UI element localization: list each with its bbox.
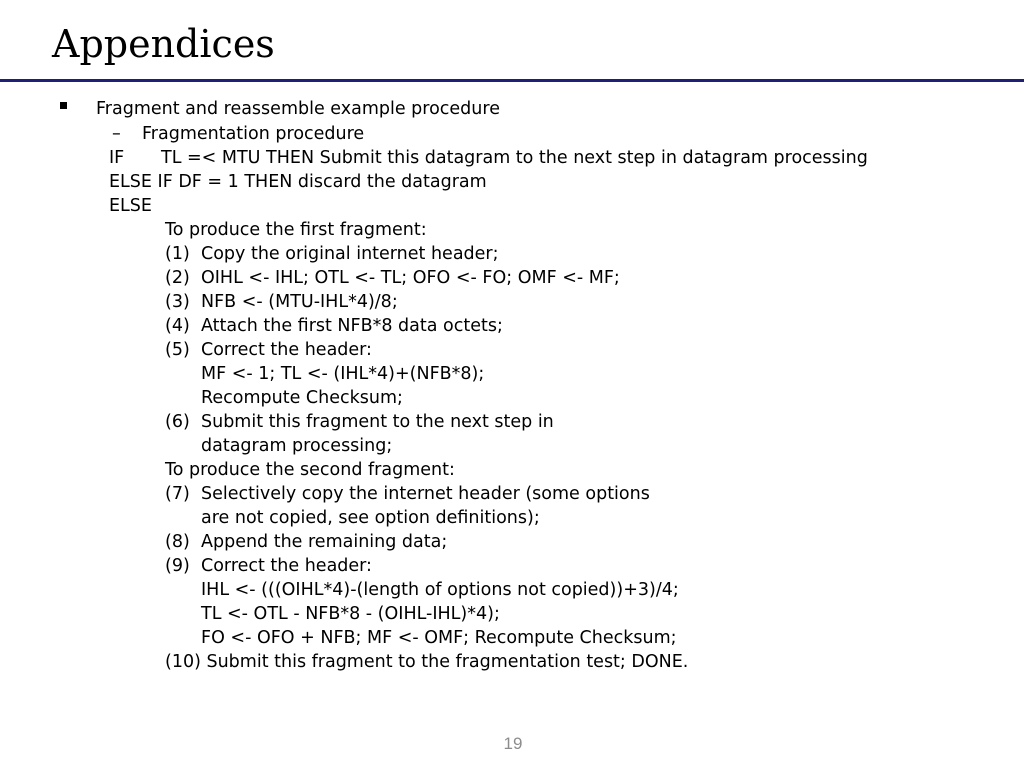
step-5 <box>165 338 865 362</box>
step-text: Submit this fragment to the next step in <box>201 412 554 432</box>
step-number: (7) <box>165 484 190 504</box>
step-text: OIHL <- IHL; OTL <- TL; OFO <- FO; OMF <- MF; <box>201 268 620 288</box>
step-6-continuation: datagram processing; <box>201 436 393 456</box>
step-text: Append the remaining data; <box>201 532 448 552</box>
step-number: (6) <box>165 412 190 432</box>
step-1 <box>165 242 865 266</box>
step-number: (3) <box>165 292 190 312</box>
step-number: (2) <box>165 268 190 288</box>
step-6 <box>165 410 865 434</box>
first-fragment-heading: To produce the first fragment: <box>165 220 427 240</box>
step-number: (8) <box>165 532 190 552</box>
else-line: ELSE <box>109 196 152 216</box>
step-9-continuation: TL <- OTL - NFB*8 - (OIHL-IHL)*4); <box>201 604 500 624</box>
step-8 <box>165 530 865 554</box>
else-if-line: ELSE IF DF = 1 THEN discard the datagram <box>109 172 487 192</box>
if-keyword: IF <box>109 148 125 168</box>
step-2 <box>165 266 865 290</box>
step-text: Correct the header: <box>201 556 372 576</box>
sub-bullet-text: Fragmentation procedure <box>142 124 365 144</box>
step-7 <box>165 482 865 506</box>
step-9 <box>165 554 865 578</box>
step-text: Copy the original internet header; <box>201 244 499 264</box>
step-10: (10) Submit this fragment to the fragmentation test; DONE. <box>165 652 689 672</box>
step-number: (1) <box>165 244 190 264</box>
dash-marker: – <box>112 124 121 144</box>
page-number: 19 <box>503 734 523 753</box>
step-4 <box>165 314 865 338</box>
slide-title: Appendices <box>52 22 275 66</box>
step-5-continuation: Recompute Checksum; <box>201 388 403 408</box>
if-line <box>109 146 868 170</box>
step-5-continuation: MF <- 1; TL <- (IHL*4)+(NFB*8); <box>201 364 485 384</box>
step-9-continuation: IHL <- (((OIHL*4)-(length of options not copied))+3)/4; <box>201 580 679 600</box>
step-text: Selectively copy the internet header (some options <box>201 484 650 504</box>
step-text: Attach the first NFB*8 data octets; <box>201 316 503 336</box>
second-fragment-heading: To produce the second fragment: <box>165 460 455 480</box>
if-condition: TL =< MTU THEN Submit this datagram to the next step in datagram processing <box>161 148 868 168</box>
bullet-text: Fragment and reassemble example procedure <box>96 99 500 119</box>
title-underline-rule <box>0 79 1024 82</box>
square-bullet-icon <box>60 102 67 109</box>
step-number: (4) <box>165 316 190 336</box>
step-text: NFB <- (MTU-IHL*4)/8; <box>201 292 398 312</box>
step-9-continuation: FO <- OFO + NFB; MF <- OMF; Recompute Checksum; <box>201 628 677 648</box>
step-3 <box>165 290 865 314</box>
step-text: Correct the header: <box>201 340 372 360</box>
step-number: (5) <box>165 340 190 360</box>
step-number: (9) <box>165 556 190 576</box>
step-7-continuation: are not copied, see option definitions); <box>201 508 540 528</box>
